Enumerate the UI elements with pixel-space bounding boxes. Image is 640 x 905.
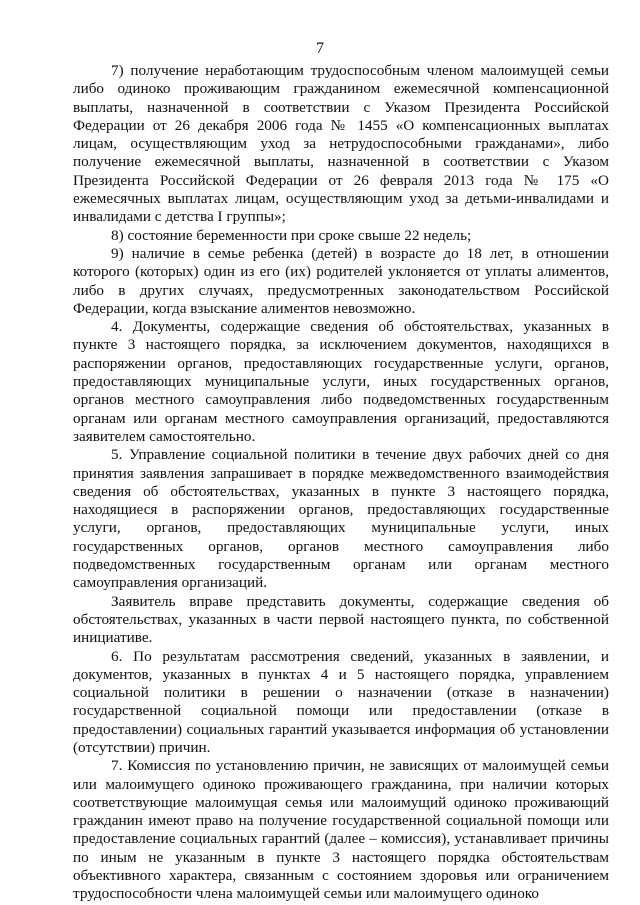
paragraph-clause-5: 5. Управление социальной политики в течение двух рабочих дней со дня принятия заявления запрашивает в порядке межведомственного взаимодействия сведения об обстоятельствах, указанных в пункте 3 настоящего порядка, находящиеся в распоряжении органов, предоставляющих государственные услуги, органов, предоставляющих муниципальные услуги, иных государственных органов, органов местного самоуправления либо подведомственных государственным органам или органам местного самоуправления организаций. (73, 446, 609, 592)
paragraph-clause-4: 4. Документы, содержащие сведения об обстоятельствах, указанных в пункте 3 настоящего порядка, за исключением документов, находящихся в распоряжении органов, предоставляющих государственные услуги, органов, предоставляющих муниципальные услуги, иных государственных органов, органов местного самоуправления либо подведомственных государственным органам или органам местного самоуправления организаций, предоставляются заявителем самостоятельно. (73, 318, 609, 445)
page-number: 7 (316, 40, 324, 57)
paragraph-clause-6: 6. По результатам рассмотрения сведений, указанных в заявлении, и документов, указанных в пунктах 4 и 5 настоящего порядка, управлением социальной политики в решении о назначении (отказе в назначении) государственной социальной помощи или предоставлении (отказе в предоставлении) социальных гарантий указывается информация об установлении (отсутствии) причин. (73, 647, 609, 756)
paragraph-item-7: 7) получение неработающим трудоспособным членом малоимущей семьи либо одиноко проживающим гражданином ежемесячной компенсационной выплаты, назначенной в соответствии с Указом Президента Российской Федерации от 26 декабря 2006 года № 1455 «О компенсационных выплатах лицам, осуществляющим уход за нетрудоспособными гражданами», либо получение ежемесячной выплаты, назначенной в соответствии с Указом Президента Российской Федерации от 26 февраля 2013 года № 175 «О ежемесячных выплатах лицам, осуществляющим уход за детьми-инвалидами и инвалидами с детства I группы»; (73, 62, 609, 226)
paragraph-clause-7: 7. Комиссия по установлению причин, не зависящих от малоимущей семьи или малоимущего одиноко проживающего гражданина, при наличии которых соответствующие малоимущая семья или малоимущий одиноко проживающий гражданин имеют право на получение государственной социальной помощи или предоставление социальных гарантий (далее – комиссия), устанавливает причины по иным не указанным в пункте 3 настоящего порядка обстоятельствам объективного характера, связанным с состоянием здоровья или ограничением трудоспособности члена малоимущей семьи или малоимущего одиноко (73, 757, 609, 903)
paragraph-clause-5-part-2: Заявитель вправе представить документы, содержащие сведения об обстоятельствах, указанных в части первой настоящего пункта, по собственной инициативе. (73, 592, 609, 647)
paragraph-item-9: 9) наличие в семье ребенка (детей) в возрасте до 18 лет, в отношении которого (которых) один из его (их) родителей уклоняется от уплаты алиментов, либо в других случаях, предусмотренных законодательством Российской Федерации, когда взыскание алиментов невозможно. (73, 244, 609, 317)
body-text (73, 62, 609, 904)
paragraph-item-8: 8) состояние беременности при сроке свыше 22 недель; (111, 226, 472, 244)
